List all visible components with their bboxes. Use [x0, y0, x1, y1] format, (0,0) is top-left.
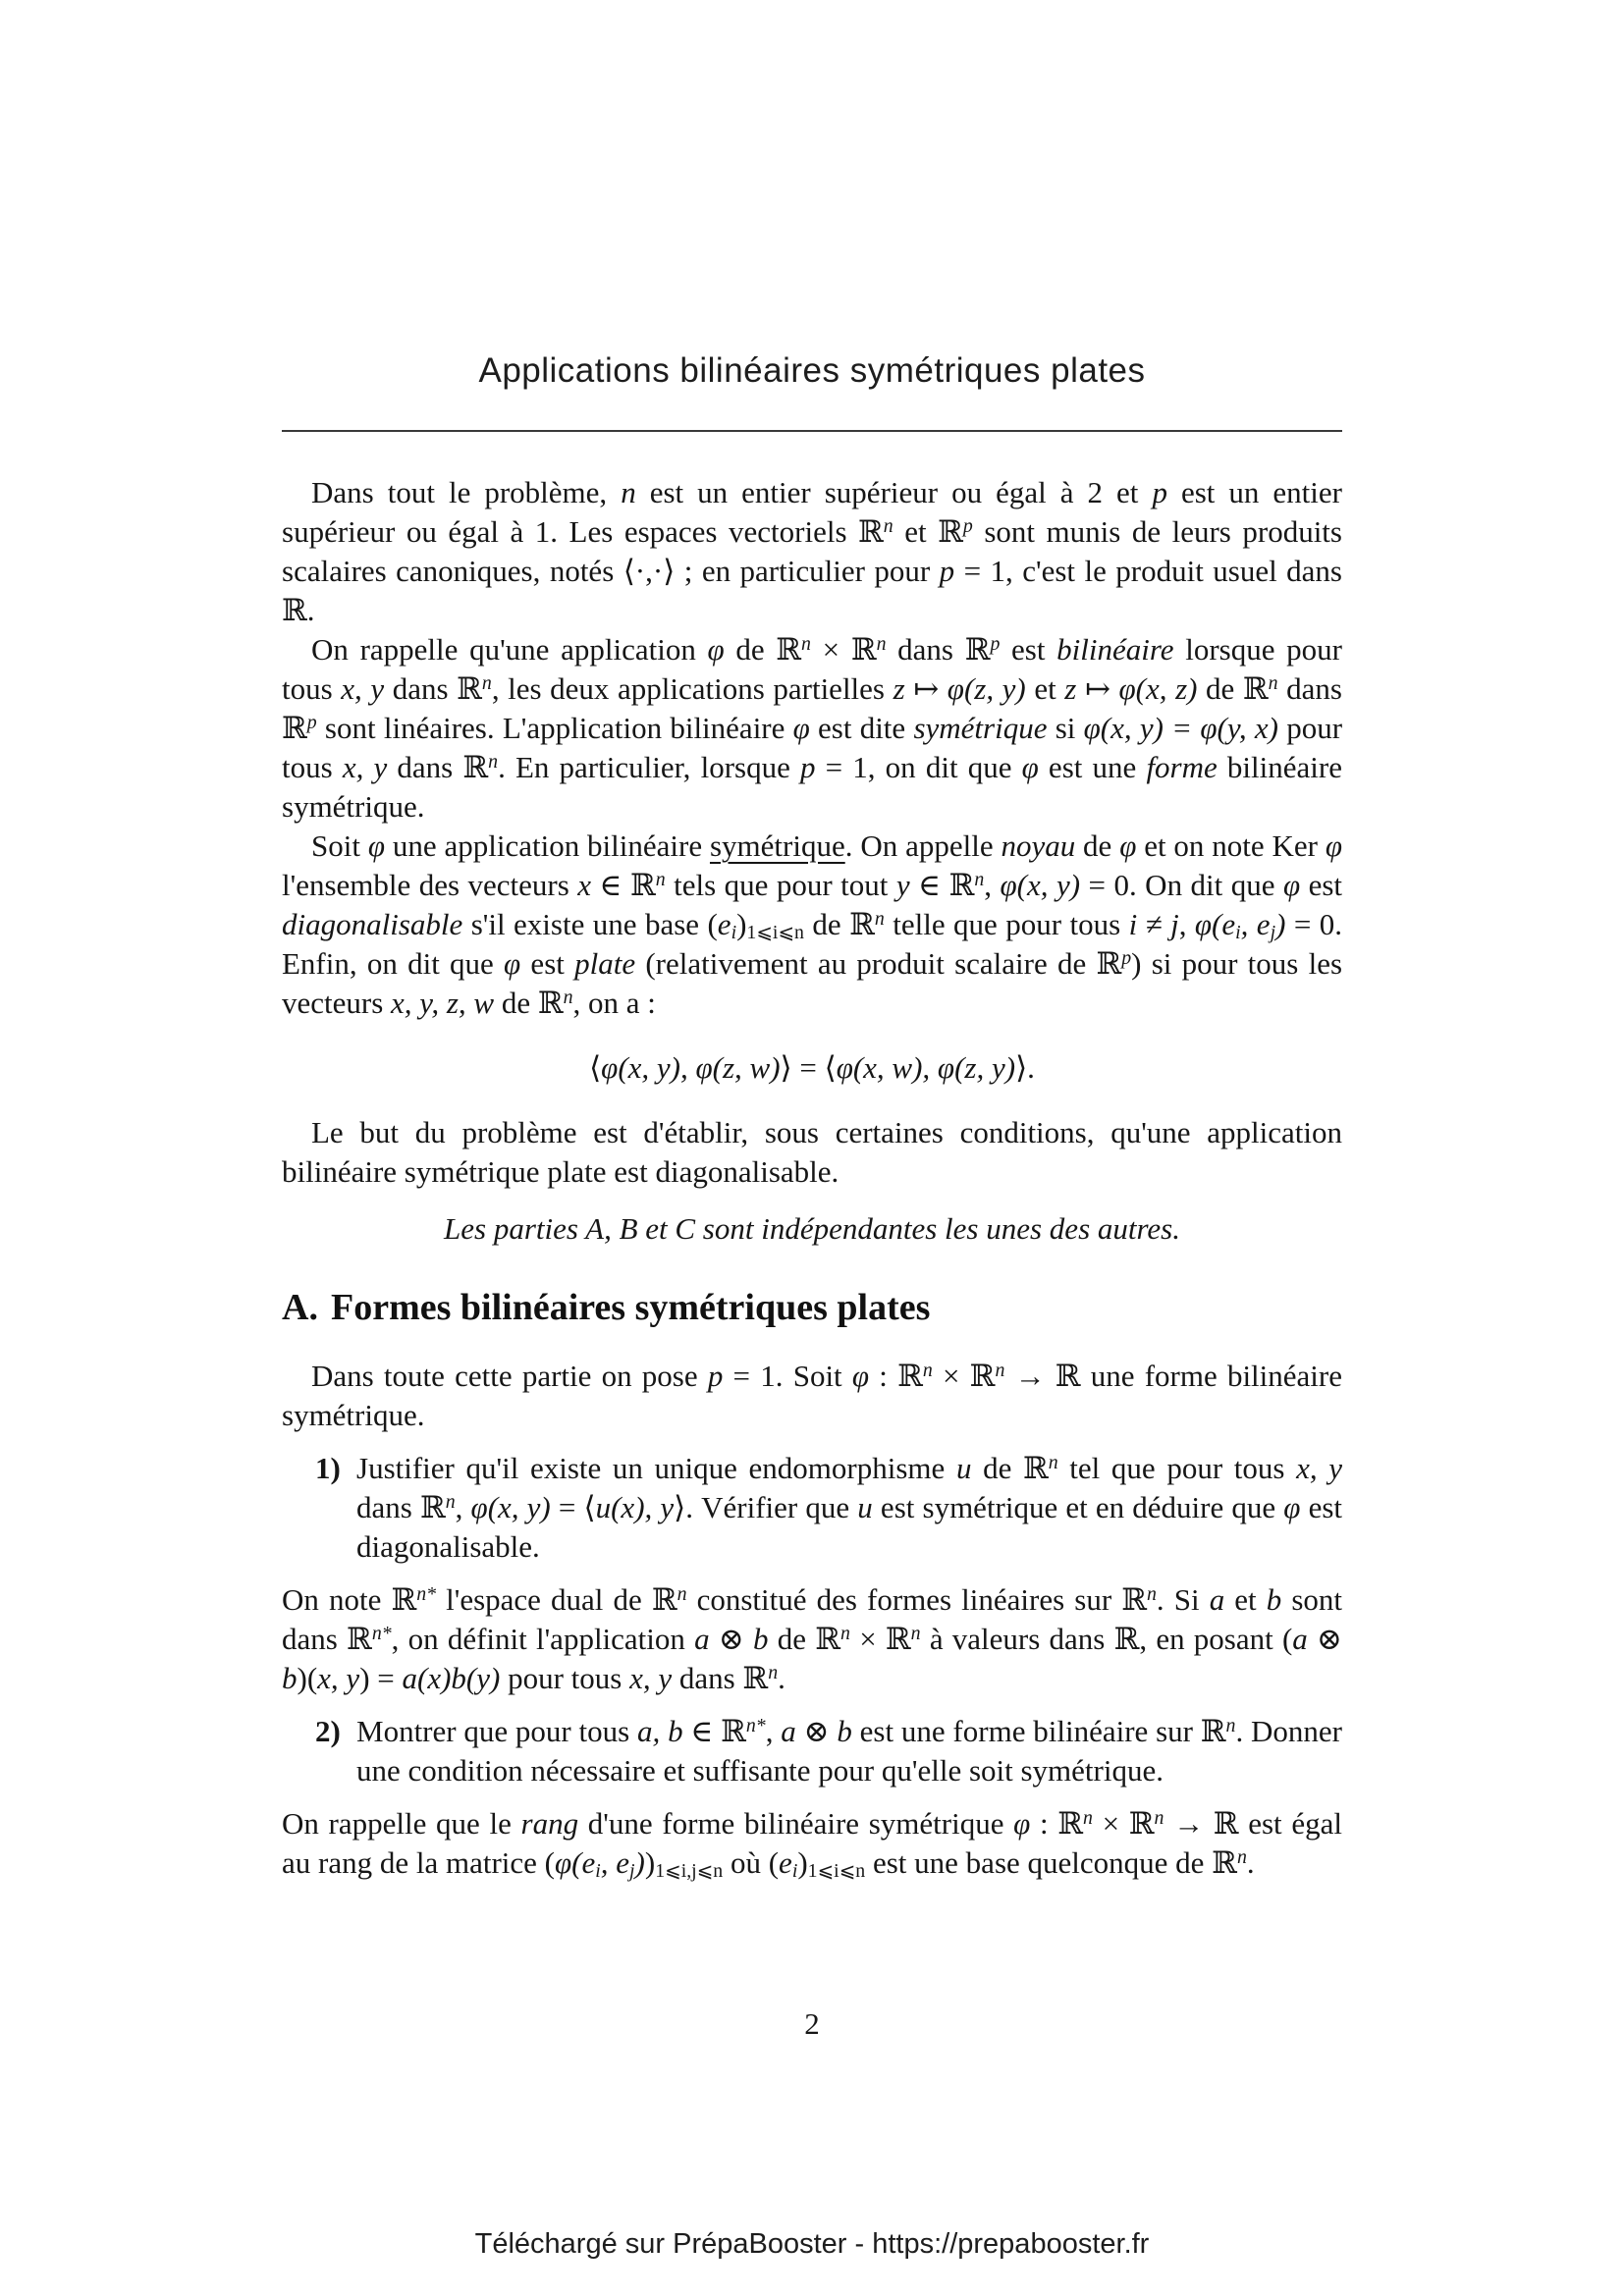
page-number: 2	[804, 2006, 820, 2041]
document-title: Applications bilinéaires symétriques plates	[478, 351, 1146, 390]
item-text: Montrer que pour tous a, b ∈ ℝ$^{n*}$, a ⊗ b est une forme bilinéaire sur ℝ$^n$. Donner une condition nécessaire et suffisante pour qu'elle soit symétrique.	[356, 1714, 1342, 1788]
flatness-equation: ⟨φ(x, y), φ(z, w)⟩ = ⟨φ(x, w), φ(z, y)⟩.	[589, 1050, 1035, 1085]
dual-space-paragraph: On note ℝ$^{n*}$ l'espace dual de ℝ$^n$ constitué des formes linéaires sur ℝ$^n$. Si a et b sont dans ℝ$^{n*}$, on définit l'application a ⊗ b de ℝ$^n$ × ℝ$^n$ à valeurs dans ℝ, en posant (a ⊗ b)(x, y) = a(x)b(y) pour tous x, y dans ℝ$^n$.	[282, 1582, 1343, 1695]
question-2	[282, 1712, 1342, 1790]
content-blocks	[282, 473, 1342, 1883]
content-column	[282, 349, 1342, 1883]
item-text: Justifier qu'il existe un unique endomorphisme u de ℝ$^n$ tel que pour tous x, y dans ℝ$^n$, φ(x, y) = ⟨u(x), y⟩. Vérifier que u est symétrique et en déduire que φ est diagonalisable.	[356, 1451, 1343, 1564]
rank-definition-paragraph: On rappelle que le rang d'une forme bilinéaire symétrique φ : ℝ$^n$ × ℝ$^n$ → ℝ est égal au rang de la matrice ($\varphi(e_i$, $e_j))_{1⩽i,j⩽n}$ où $(e_i)_{1⩽i⩽n}$ est une base quelconque de ℝ$^n$.	[282, 1806, 1342, 1883]
item-number: 1)	[315, 1451, 341, 1485]
section-a-intro-paragraph: Dans toute cette partie on pose p = 1. Soit φ : ℝ$^n$ × ℝ$^n$ → ℝ une forme bilinéaire symétrique.	[282, 1359, 1342, 1432]
footer-link: Téléchargé sur PrépaBooster - https://prepabooster.fr	[474, 2228, 1150, 2260]
section-title-text: Formes bilinéaires symétriques plates	[331, 1287, 931, 1328]
title-rule	[282, 430, 1342, 432]
bilinear-definition-paragraph: On rappelle qu'une application φ de ℝ$^n$ × ℝ$^n$ dans ℝ$^p$ est bilinéaire lorsque pour tous x, y dans ℝ$^n$, les deux applications partielles z ↦ φ(z, y) et z ↦ φ(x, z) de ℝ$^n$ dans ℝ$^p$ sont linéaires. L'application bilinéaire φ est dite symétrique si φ(x, y) = φ(y, x) pour tous x, y dans ℝ$^n$. En particulier, lorsque p = 1, on dit que φ est une forme bilinéaire symétrique.	[282, 632, 1343, 824]
question-1	[282, 1449, 1342, 1567]
item-number: 2)	[315, 1714, 341, 1748]
section-label: A.	[282, 1287, 318, 1328]
section-a-heading	[282, 1284, 1342, 1331]
kernel-definition-paragraph: Soit φ une application bilinéaire symétrique. On appelle noyau de φ et on note Ker φ l'ensemble des vecteurs x ∈ ℝ$^n$ tels que pour tout y ∈ ℝ$^n$, φ(x, y) = 0. On dit que φ est diagonalisable s'il existe une base $(e_i)_{1⩽i⩽n}$ de ℝ$^n$ telle que pour tous i ≠ j, $\varphi(e_i$, $e_j) = 0$. Enfin, on dit que φ est plate (relativement au produit scalaire de ℝ$^p$) si pour tous les vecteurs x, y, z, w de ℝ$^n$, on a :	[282, 828, 1343, 1020]
goal-paragraph: Le but du problème est d'établir, sous certaines conditions, qu'une application bilinéaire symétrique plate est diagonalisable.	[282, 1115, 1342, 1189]
independence-note: Les parties A, B et C sont indépendantes les unes des autres.	[444, 1211, 1180, 1246]
intro-paragraph: Dans tout le problème, n est un entier supérieur ou égal à 2 et p est un entier supérieur ou égal à 1. Les espaces vectoriels ℝ$^n$ et ℝ$^p$ sont munis de leurs produits scalaires canoniques, notés ⟨·,·⟩ ; en particulier pour p = 1, c'est le produit usuel dans ℝ.	[282, 475, 1342, 627]
